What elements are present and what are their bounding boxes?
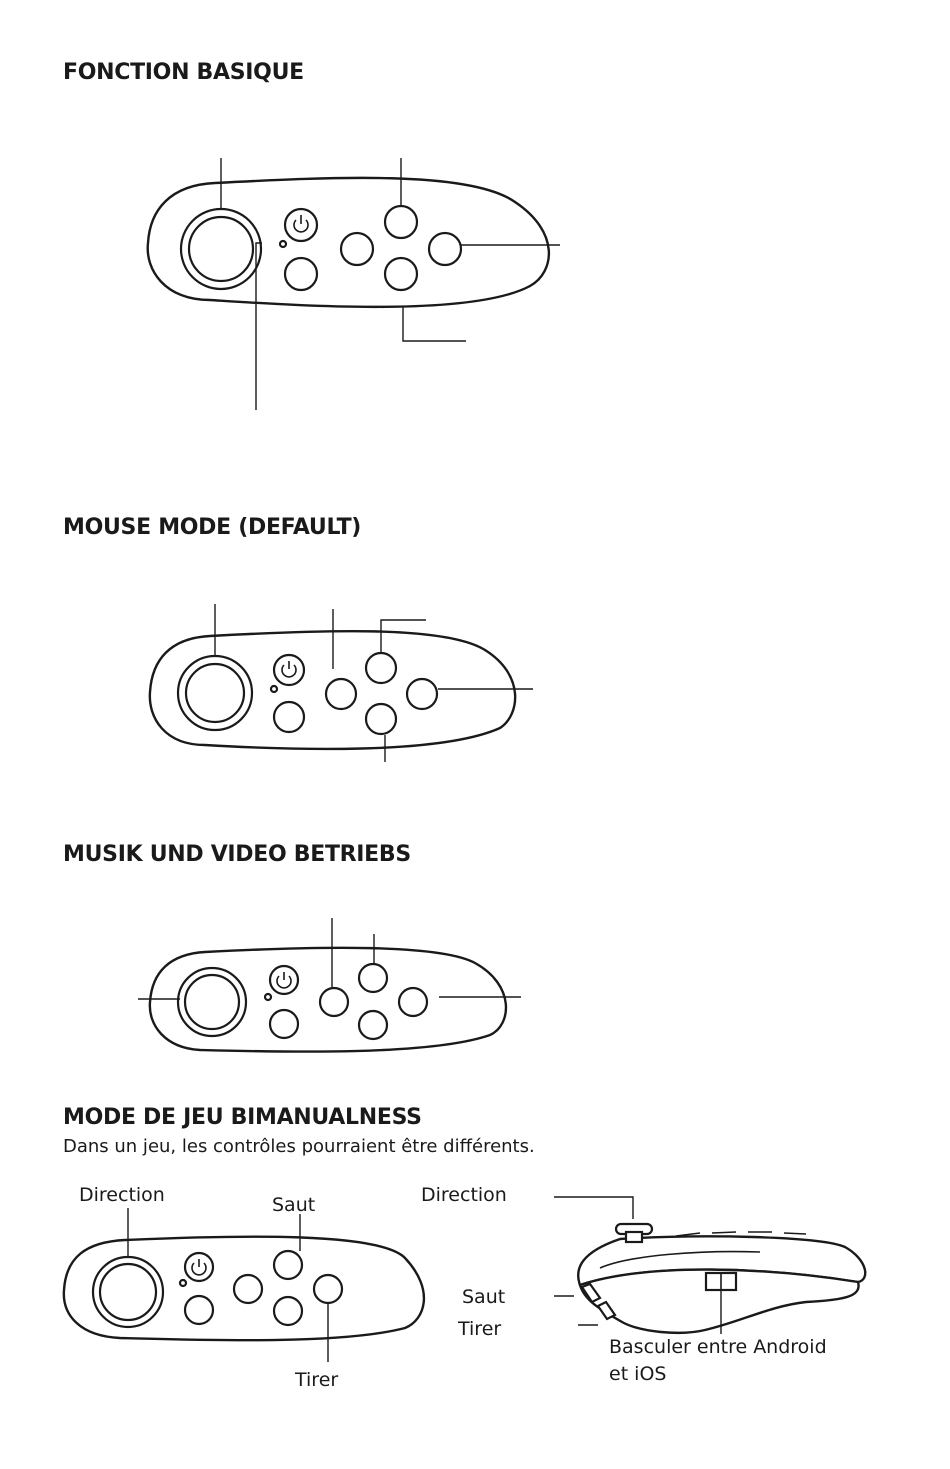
led-indicator xyxy=(180,1280,186,1286)
label-tirer-bottom: Tirer xyxy=(295,1369,339,1391)
label-switch-line2: et iOS xyxy=(609,1363,667,1385)
section-title-media: MUSIK UND VIDEO BETRIEBS xyxy=(63,842,411,867)
label-direction-side: Direction xyxy=(421,1184,507,1206)
label-direction-left: Direction xyxy=(79,1184,165,1206)
button-down xyxy=(274,1297,302,1325)
mode-switch-icon xyxy=(706,1273,736,1290)
section-title-game: MODE DE JEU BIMANUALNESS xyxy=(63,1105,422,1130)
button-left xyxy=(234,1275,262,1303)
label-saut-top: Saut xyxy=(272,1194,316,1216)
section-title-mouse: MOUSE MODE (DEFAULT) xyxy=(63,515,362,540)
label-tirer-side: Tirer xyxy=(458,1318,502,1340)
game-subtitle: Dans un jeu, les contrôles pourraient être différents. xyxy=(63,1136,535,1157)
section-title-basic: FONCTION BASIQUE xyxy=(63,60,304,85)
label-saut-side: Saut xyxy=(462,1286,506,1308)
button-right xyxy=(314,1275,342,1303)
button-small xyxy=(185,1296,213,1324)
button-up xyxy=(274,1251,302,1279)
label-switch-line1: Basculer entre Android xyxy=(609,1336,827,1358)
